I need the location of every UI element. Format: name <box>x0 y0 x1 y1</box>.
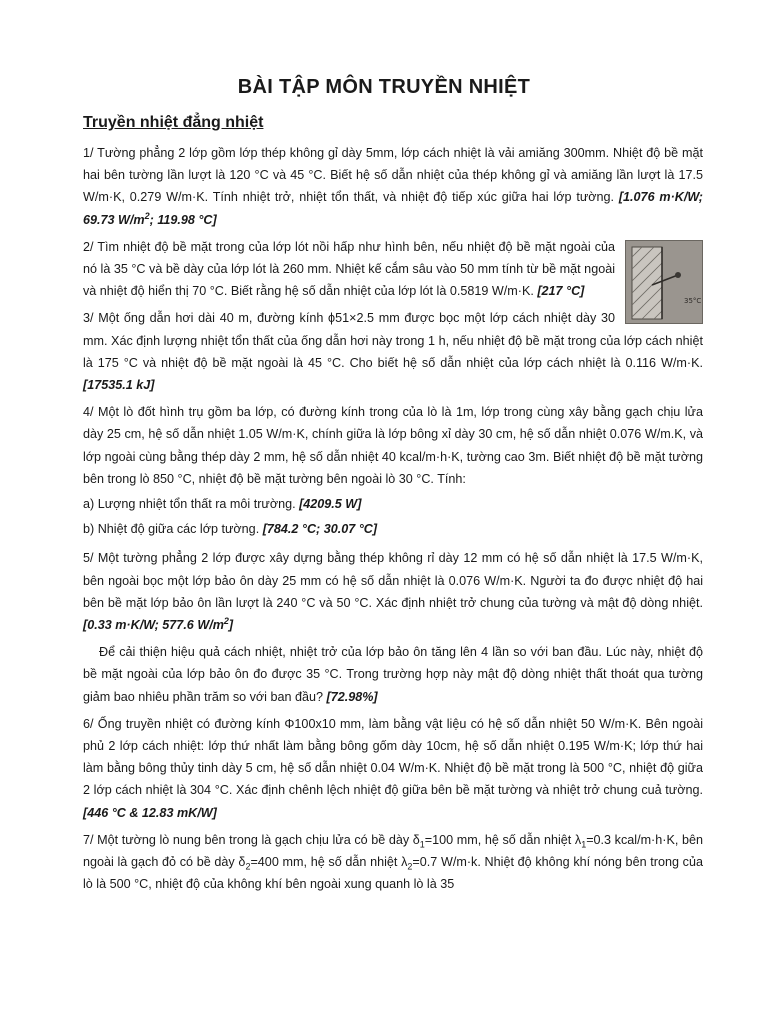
problem-4a-text: a) Lượng nhiệt tổn thất ra môi trường. <box>83 497 300 512</box>
problem-1-answer-sup: 2 <box>144 210 150 221</box>
section-heading: Truyền nhiệt đẳng nhiệt <box>83 114 264 131</box>
problem-7-text-1: 7/ Một tường lò nung bên trong là gạch chịu lửa có bề dày δ <box>83 832 420 847</box>
problem-5-followup-text: Để cải thiện hiệu quả cách nhiệt, nhiệt trở của lớp bảo ôn tăng lên 4 lần so với ban đầu. Lúc này, nhiệt độ bề mặt ngoài của lớp bảo ôn đo được 35 °C. Trong trường hợp này mật độ dòng nhiệt thất thoát qua tường giảm bao nhiêu phần trăm so với ban đầu? <box>83 645 703 704</box>
problem-2-answer: [217 °C] <box>537 284 585 299</box>
figure-label: 35°C <box>684 296 702 305</box>
problem-7-sub-4: 2 <box>407 861 413 872</box>
problem-1-answer-part-b: ; 119.98 °C] <box>149 212 217 227</box>
problem-7-sub-1: 1 <box>419 839 425 850</box>
thermometer-bulb <box>675 272 681 278</box>
problem-7 <box>83 829 703 896</box>
problem-5-answer-part-b: ] <box>228 618 234 633</box>
problem-4 <box>83 401 703 490</box>
problem-6-answer: [446 °C & 12.83 mK/W] <box>83 805 217 820</box>
problem-4a <box>83 493 703 515</box>
problem-4b-text: b) Nhiệt độ giữa các lớp tường. <box>83 522 263 537</box>
problem-4-text: 4/ Một lò đốt hình trụ gồm ba lớp, có đường kính trong của lò là 1m, lớp trong cùng xây bằng gạch chịu lửa dày 25 cm, hệ số dẫn nhiệt 1.05 W/m·K, chính giữa là lớp bông xỉ dày 30 cm, hệ số dẫn nhiệt 0.076 W/m.K, và lớp ngoài cùng bằng thép dày 2 mm, hệ số dẫn nhiệt 40 kcal/m·h·K, tường cao 3m. Biết nhiệt độ bề mặt tường bên trong lò 850 °C, nhiệt độ bề mặt tường bên ngoài lò 30 °C. Tính: <box>83 405 703 486</box>
problem-5-followup <box>83 641 703 708</box>
problem-1 <box>83 142 703 231</box>
problem-4b <box>83 518 703 540</box>
problem-4b-answer: [784.2 °C; 30.07 °C] <box>262 522 378 537</box>
problem-3-text: 3/ Một ống dẫn hơi dài 40 m, đường kính ϕ51×2.5 mm được bọc một lớp cách nhiệt dày 30 mm. Xác định lượng nhiệt tổn thất của ống dẫn hơi này trong 1 h, nếu nhiệt độ bề mặt trong của lớp cách nhiệt là 175 °C và nhiệt độ bề mặt ngoài là 45 °C. Cho biết hệ số dẫn nhiệt của lớp cách nhiệt là 0.116 W/m·K. <box>83 311 703 370</box>
problem-7-sub-2: 1 <box>581 839 587 850</box>
problem-5 <box>83 547 703 636</box>
problem-1-answer-part-a: [1.076 m·K/W; 69.73 W/m <box>83 190 704 227</box>
problem-3-answer: [17535.1 kJ] <box>83 378 155 393</box>
page-title: BÀI TẬP MÔN TRUYỀN NHIỆT <box>237 76 531 98</box>
problem-7-sub-3: 2 <box>245 861 251 872</box>
problem-5-answer-sup: 2 <box>223 615 229 626</box>
problem-5-answer <box>83 615 234 633</box>
problem-4a-answer: [4209.5 W] <box>299 497 362 512</box>
problem-2 <box>83 236 703 303</box>
autoclave-lining-figure <box>625 240 703 324</box>
problem-6-text: 6/ Ống truyền nhiệt có đường kính Φ100x10 mm, làm bằng vật liệu có hệ số dẫn nhiệt 50 W/m·K. Bên ngoài phủ 2 lớp cách nhiệt: lớp thứ nhất làm bằng bông gốm dày 10cm, hệ số dẫn nhiệt 0.195 W/m·K; lớp thứ hai làm bằng bông thủy tinh dày 5 cm, hệ số dẫn nhiệt 0.04 W/m·K. Nhiệt độ bề mặt trong là 500 °C, nhiệt độ giữa 2 lớp cách nhiệt là 304 °C. Xác định chênh lệch nhiệt độ giữa bên bề mặt tường và nhiệt trở chung cuả tường. <box>83 716 703 798</box>
problem-2-text: 2/ Tìm nhiệt độ bề mặt trong của lớp lót nồi hấp như hình bên, nếu nhiệt độ bề mặt ngoài của nó là 35 °C và bề dày của lớp lót là 260 mm. Nhiệt kế cắm sâu vào 50 mm tính từ bề mặt ngoài và nhiệt độ hiển thị 70 °C. Biết rằng hệ số dẫn nhiệt của lớp lót là 0.5819 W/m·K. <box>83 239 615 299</box>
problem-3 <box>83 307 703 396</box>
lining-diagram <box>626 241 702 323</box>
problem-5-text: 5/ Một tường phẳng 2 lớp được xây dựng bằng thép không rỉ dày 12 mm có hệ số dẫn nhiệt là 17.5 W/m·K, bên ngoài bọc một lớp bảo ôn dày 25 mm có hệ số dẫn nhiệt là 0.076 W/m·K. Người ta đo được nhiệt độ hai bên bề mặt lớp bảo ôn lần lượt là 240 °C và 50 °C. Xác định nhiệt trở chung của tường và mật độ dòng nhiệt. <box>83 551 703 610</box>
problem-6 <box>83 713 703 824</box>
problem-5-followup-answer: [72.98%] <box>326 689 378 704</box>
problem-5-answer-part-a: [0.33 m·K/W; 577.6 W/m <box>83 618 224 633</box>
problem-7-text-3: =0.3 kcal/m·h·K, bên ngoài là gạch đỏ có bề dày δ <box>83 832 703 870</box>
problem-1-text: 1/ Tường phẳng 2 lớp gồm lớp thép không gỉ dày 5mm, lớp cách nhiệt là vải amiăng 300mm. Nhiệt độ bề mặt hai bên tường lần lượt là 120 °C và 45 °C. Biết hệ số dẫn nhiệt của thép không gỉ và amiăng lần lượt là 17.5 W/m·K, 0.279 W/m·K. Tính nhiệt trở, nhiệt tổn thất, và nhiệt độ tiếp xúc giữa hai lớp tường. <box>83 146 703 205</box>
problem-list <box>83 142 703 901</box>
problem-7-text-5: =0.7 W/m·k. Nhiệt độ không khí nóng bên trong của lò là 500 °C, nhiệt độ của không khí bên ngoài xung quanh lò là 35 <box>83 855 703 892</box>
problem-7-text-2: =100 mm, hệ số dẫn nhiệt λ <box>424 832 582 847</box>
problem-7-text-4: =400 mm, hệ số dẫn nhiệt λ <box>250 855 408 870</box>
